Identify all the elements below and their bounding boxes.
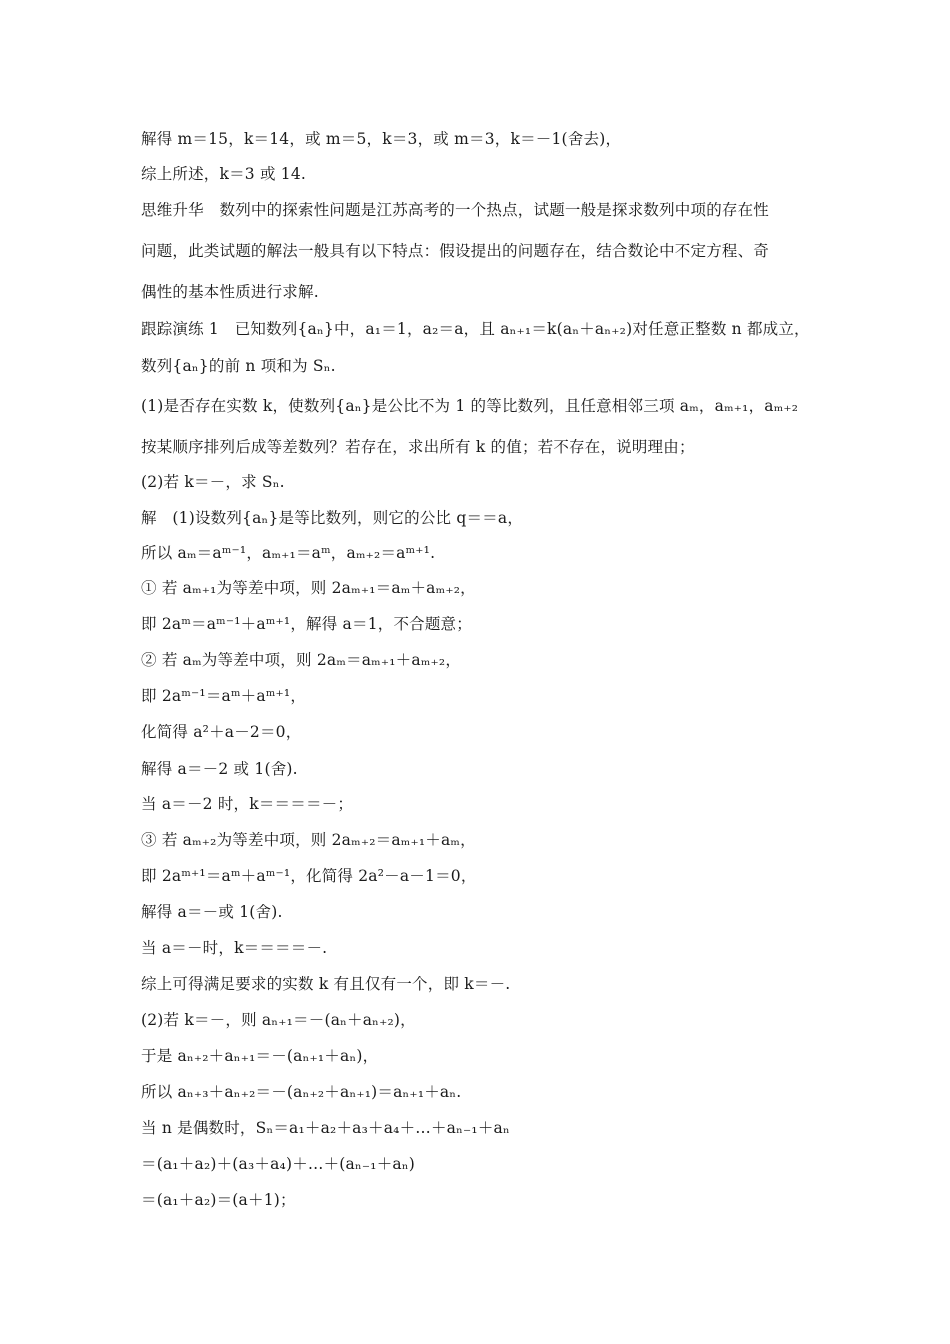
text-line: 当 n 是偶数时，Sₙ＝a₁＋a₂＋a₃＋a₄＋…＋aₙ₋₁＋aₙ [141,1119,510,1137]
text-line: 即 2aᵐ⁻¹＝aᵐ＋aᵐ⁺¹， [141,687,307,705]
text-line: 问题，此类试题的解法一般具有以下特点：假设提出的问题存在，结合数论中不定方程、奇 [141,242,770,260]
text-line: 解 (1)设数列{aₙ}是等比数列，则它的公比 q＝＝a， [141,509,524,527]
text-line: 数列{aₙ}的前 n 项和为 Sₙ. [141,357,336,375]
text-line: (1)是否存在实数 k，使数列{aₙ}是公比不为 1 的等比数列，且任意相邻三项 aₘ，aₘ₊₁，aₘ₊₂ [141,397,799,415]
text-line: 解得 m＝15，k＝14，或 m＝5，k＝3，或 m＝3，k＝－1(舍去)， [141,130,622,148]
text-line: ② 若 aₘ为等差中项，则 2aₘ＝aₘ₊₁＋aₘ₊₂， [141,651,462,669]
text-line: 即 2aᵐ⁺¹＝aᵐ＋aᵐ⁻¹，化简得 2a²－a－1＝0， [141,867,477,885]
text-line: 解得 a＝－或 1(舍). [141,903,283,921]
text-line: 所以 aₘ＝aᵐ⁻¹，aₘ₊₁＝aᵐ，aₘ₊₂＝aᵐ⁺¹. [141,544,436,562]
text-line: 当 a＝－2 时，k＝＝＝＝－； [141,795,354,813]
text-line: (2)若 k＝－，则 aₙ₊₁＝－(aₙ＋aₙ₊₂)， [141,1011,416,1029]
text-line: 化简得 a²＋a－2＝0， [141,723,302,741]
text-line: 思维升华 数列中的探索性问题是江苏高考的一个热点，试题一般是探求数列中项的存在性 [141,201,770,219]
text-line: ＝(a₁＋a₂)＋(a₃＋a₄)＋…＋(aₙ₋₁＋aₙ) [141,1155,415,1173]
text-line: (2)若 k＝－，求 Sₙ. [141,473,285,491]
text-line: 按某顺序排列后成等差数列？若存在，求出所有 k 的值；若不存在，说明理由； [141,438,695,456]
text-line: 综上所述，k＝3 或 14. [141,165,307,183]
text-line: 当 a＝－时，k＝＝＝＝－. [141,939,328,957]
text-line: 即 2aᵐ＝aᵐ⁻¹＋aᵐ⁺¹，解得 a＝1，不合题意； [141,615,472,633]
text-line: ① 若 aₘ₊₁为等差中项，则 2aₘ₊₁＝aₘ＋aₘ₊₂， [141,579,476,597]
text-line: 偶性的基本性质进行求解. [141,283,319,301]
text-line: ③ 若 aₘ₊₂为等差中项，则 2aₘ₊₂＝aₘ₊₁＋aₘ， [141,831,476,849]
text-line: 跟踪演练 1 已知数列{aₙ}中，a₁＝1，a₂＝a，且 aₙ₊₁＝k(aₙ＋aₙ₊₂)对任意正整数 n 都成立， [141,320,810,338]
text-line: 所以 aₙ₊₃＋aₙ₊₂＝－(aₙ₊₂＋aₙ₊₁)＝aₙ₊₁＋aₙ. [141,1083,462,1101]
text-line: 综上可得满足要求的实数 k 有且仅有一个，即 k＝－. [141,975,511,993]
text-line: 解得 a＝－2 或 1(舍). [141,760,298,778]
text-line: 于是 aₙ₊₂＋aₙ₊₁＝－(aₙ₊₁＋aₙ)， [141,1047,379,1065]
text-line: ＝(a₁＋a₂)＝(a＋1)； [141,1191,296,1209]
